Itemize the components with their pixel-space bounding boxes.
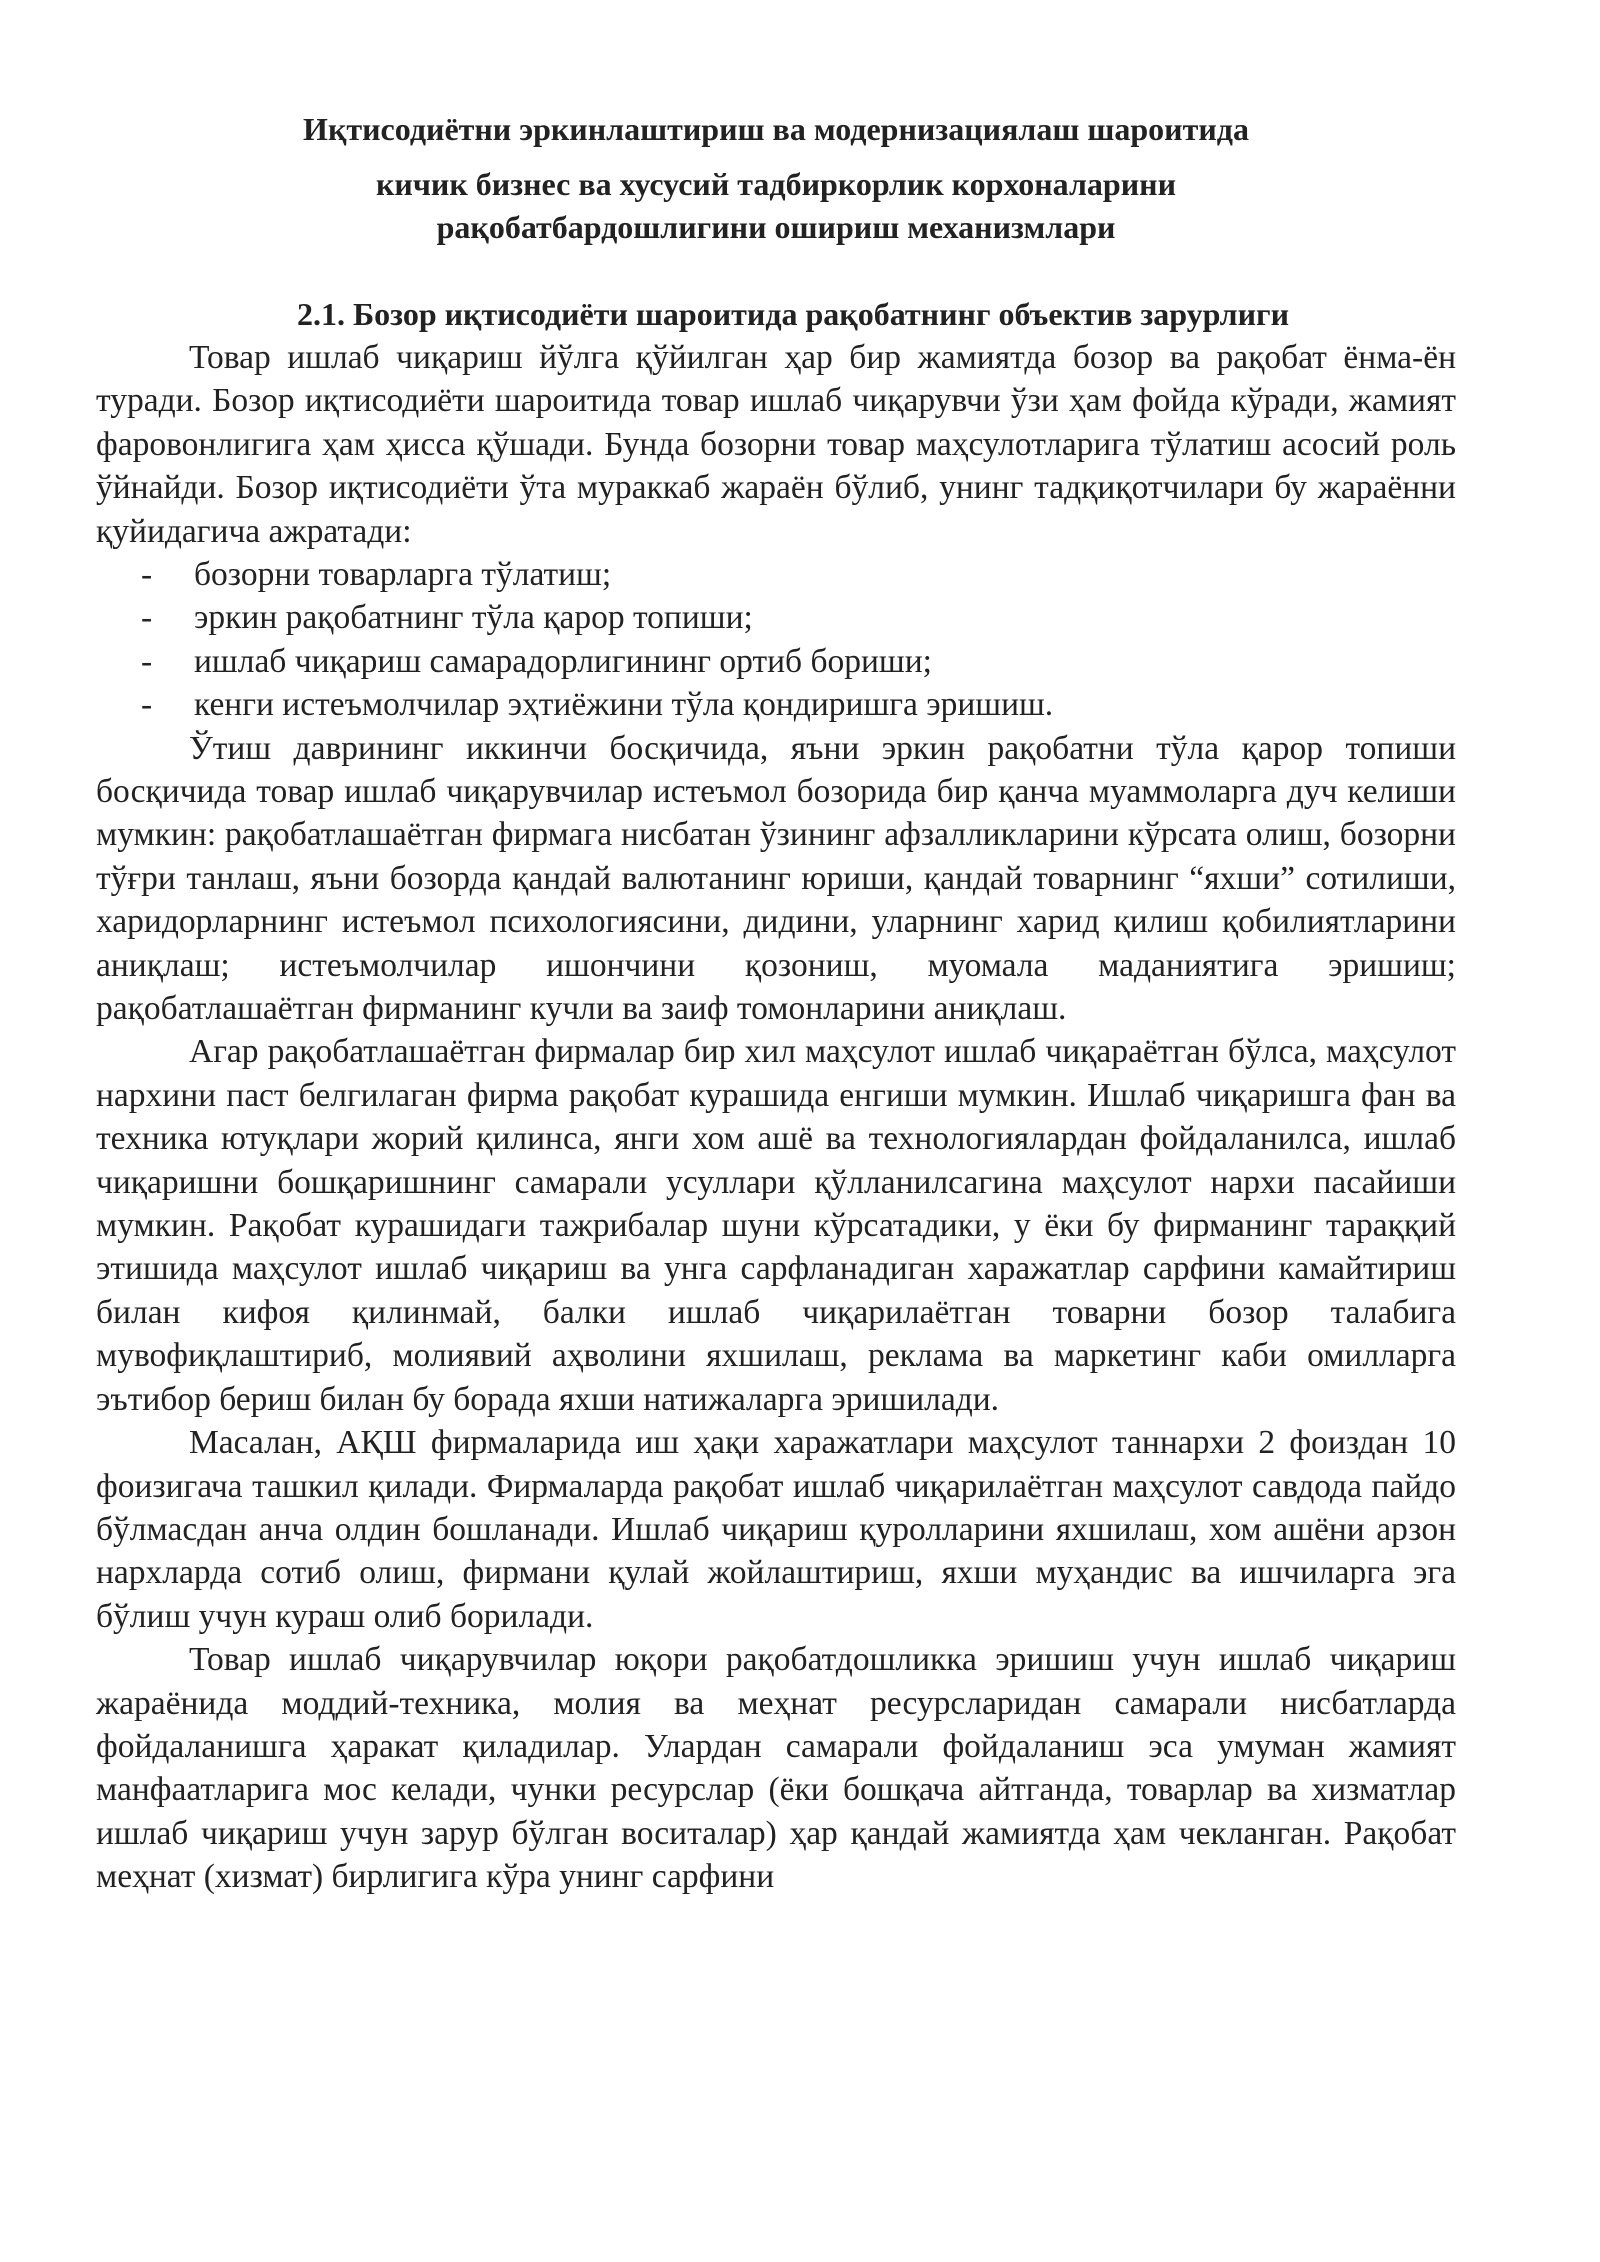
document-title-line-1: Иқтисодиётни эркинлаштириш ва модернизациялаш шароитида — [303, 111, 1249, 147]
list-item-text: эркин рақобатнинг тўла қарор топиши; — [194, 599, 753, 637]
section-heading: 2.1. Бозор иқтисодиёти шароитида рақобатнинг объектив зарурлиги — [296, 296, 1289, 332]
list-dash: - — [141, 642, 153, 680]
paragraph-2: Ўтиш даврининг иккинчи босқичида, яъни эркин рақобатни тўла қарор топиши босқичида товар ишлаб чиқарувчилар истеъмол бозорида бир қанча муаммоларга дуч келиши мумкин: рақобатлашаётган фирмага нисбатан ўзининг афзалликларини кўрсата олиш, бозорни тўғри танлаш, яъни бозорда қандай валютанинг юриши, қандай товарнинг “яхши” сотилиши, харидорларнинг истеъмол психологиясини, дидини, уларнинг харид қилиш қобилиятларини аниқлаш; истеъмолчилар ишончини қозониш, муомала маданиятига эришиш; рақобатлашаётган фирманинг кучли ва заиф томонларини аниқлаш. — [96, 729, 1456, 1028]
list-item — [96, 683, 1456, 726]
paragraph-3: Агар рақобатлашаётган фирмалар бир хил маҳсулот ишлаб чиқараётган бўлса, маҳсулот нархини паст белгилаган фирма рақобат курашида енгиши мумкин. Ишлаб чиқаришга фан ва техника ютуқлари жорий қилинса, янги хом ашё ва технологиялардан фойдаланилса, ишлаб чиқаришни бошқаришнинг самарали усуллари қўлланилсагина маҳсулот нархи пасайиши мумкин. Рақобат курашидаги тажрибалар шуни кўрсатадики, у ёки бу фирманинг тараққий этишида маҳсулот ишлаб чиқариш ва унга сарфланадиган харажатлар сарфини камайтириш билан кифоя қилинмай, балки ишлаб чиқарилаётган товарни бозор талабига мувофиқлаштириб, молиявий аҳволини яхшилаш, реклама ва маркетинг каби омилларга эътибор бериш билан бу борада яхши натижаларга эришилади. — [96, 1033, 1456, 1418]
list-item — [96, 640, 1456, 683]
paragraph-4: Масалан, АҚШ фирмаларида иш ҳақи харажатлари маҳсулот таннархи 2 фоиздан 10 фоизигача ташкил қилади. Фирмаларда рақобат ишлаб чиқарилаётган маҳсулот савдода пайдо бўлмасдан анча олдин бошланади. Ишлаб чиқариш қуролларини яхшилаш, хом ашёни арзон нархларда сотиб олиш, фирмани қулай жойлаштириш, яхши муҳандис ва ишчиларга эга бўлиш учун кураш олиб борилади. — [96, 1424, 1456, 1635]
list-item-text: кенги истеъмолчилар эҳтиёжини тўла қондиришга эришиш. — [194, 686, 1054, 724]
list-dash: - — [141, 556, 153, 594]
list-item — [96, 596, 1456, 639]
bullet-list — [96, 553, 1456, 727]
list-dash: - — [141, 599, 153, 637]
list-dash: - — [141, 686, 153, 724]
list-item — [96, 553, 1456, 596]
paragraph-5: Товар ишлаб чиқарувчилар юқори рақобатдошликка эришиш учун ишлаб чиқариш жараёнида моддий-техника, молия ва меҳнат ресурсларидан самарали нисбатларда фойдаланишга ҳаракат қиладилар. Улардан самарали фойдаланиш эса умуман жамият манфаатларига мос келади, чунки ресурслар (ёки бошқача айтганда, товарлар ва хизматлар ишлаб чиқариш учун зарур бўлган воситалар) ҳар қандай жамиятда ҳам чекланган. Рақобат меҳнат (хизмат) бирлигига кўра унинг сарфини — [96, 1641, 1456, 1896]
document-title-line-3: рақобатбардошлигини ошириш механизмлари — [436, 209, 1116, 245]
list-item-text: бозорни товарларга тўлатиш; — [194, 556, 612, 594]
document-title-line-2: кичик бизнес ва хусусий тадбиркорлик корхоналарини — [375, 166, 1177, 202]
paragraph-1: Товар ишлаб чиқариш йўлга қўйилган ҳар бир жамиятда бозор ва рақобат ёнма-ён туради. Бозор иқтисодиёти шароитида товар ишлаб чиқарувчи ўзи ҳам фойда кўради, жамият фаровонлигига ҳам ҳисса қўшади. Бунда бозорни товар маҳсулотларига тўлатиш асосий роль ўйнайди. Бозор иқтисодиёти ўта мураккаб жараён бўлиб, унинг тадқиқотчилари бу жараённи қуйидагича ажратади: — [96, 339, 1456, 550]
list-item-text: ишлаб чиқариш самарадорлигининг ортиб бориши; — [194, 642, 932, 680]
